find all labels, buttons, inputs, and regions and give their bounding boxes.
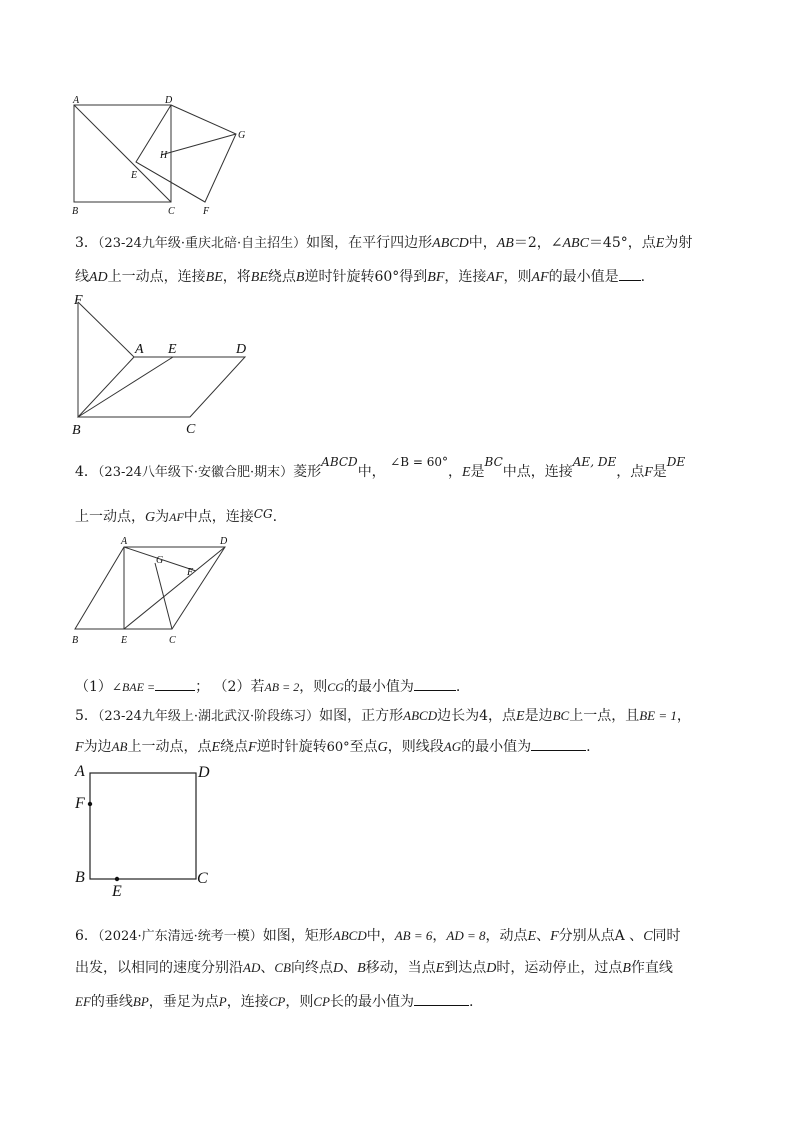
label-D: D bbox=[165, 95, 173, 106]
question-number: 3． bbox=[75, 235, 98, 251]
label-C: C bbox=[169, 635, 176, 646]
label-D: D bbox=[220, 536, 228, 547]
question-source: （2024·广东清远·统考一模） bbox=[97, 929, 263, 944]
q5-line-1: 5．（23-24九年级上·湖北武汉·阶段练习）如图，正方形ABCD边长为4，点E是边BC上一点，且BE = 1， bbox=[75, 708, 691, 724]
label-E: E bbox=[121, 635, 128, 646]
q3-line-2: 线AD上一动点，连接BE，将BE绕点B逆时针旋转60°得到BF，连接AF，则AF的最小值是 . bbox=[75, 266, 775, 288]
label-C: C bbox=[168, 206, 175, 217]
label-B: B bbox=[72, 635, 79, 646]
q6-line-2: 出发，以相同的速度分别沿AD、CB向终点D、B移动，当点E到达点D时，运动停止，过点B作直线 bbox=[75, 960, 673, 976]
label-E: E bbox=[131, 170, 138, 181]
question-source: （23-24八年级下·安徽合肥·期末） bbox=[97, 465, 294, 480]
q4-line-2: 上一动点，G为AF中点，连接CG. bbox=[75, 507, 278, 525]
label-F: F bbox=[187, 567, 194, 578]
q4-line-1: 4．（23-24八年级下·安徽合肥·期末）菱形ABCD中， ∠B = 60°，E是BC中点，连接AE, DE，点F是DE bbox=[75, 455, 686, 480]
label-C: C bbox=[186, 422, 196, 437]
q6-line-3: EF的垂线BP，垂足为点P，连接CP，则CP长的最小值为 . bbox=[75, 991, 775, 1012]
label-B: B bbox=[75, 869, 85, 886]
figure-q3 bbox=[60, 290, 270, 440]
label-A: A bbox=[121, 536, 128, 547]
label-A: A bbox=[75, 763, 85, 780]
label-A: A bbox=[73, 95, 80, 106]
question-number: 4． bbox=[75, 464, 98, 480]
answer-blank-1[interactable] bbox=[155, 676, 195, 691]
answer-blank[interactable] bbox=[531, 736, 586, 751]
q5-line-2: F为边AB上一动点，点E绕点F逆时针旋转60°至点G，则线段AG的最小值为 . bbox=[75, 736, 775, 758]
answer-blank[interactable] bbox=[414, 991, 469, 1006]
label-G: G bbox=[238, 130, 246, 141]
label-D: D bbox=[198, 764, 210, 781]
label-E: E bbox=[112, 883, 122, 900]
label-D: D bbox=[236, 342, 247, 357]
label-F: F bbox=[203, 206, 210, 217]
label-H: H bbox=[160, 150, 168, 161]
label-E: E bbox=[168, 342, 177, 357]
question-source: （23-24九年级·重庆北碚·自主招生） bbox=[97, 236, 307, 251]
label-F: F bbox=[75, 795, 85, 812]
figure-q5 bbox=[65, 760, 225, 900]
answer-blank-2[interactable] bbox=[414, 676, 456, 691]
label-B: B bbox=[72, 423, 81, 438]
label-A: A bbox=[135, 342, 144, 357]
label-B: B bbox=[72, 206, 79, 217]
q3-line-1: 3．（23-24九年级·重庆北碚·自主招生）如图，在平行四边形ABCD中，AB＝2，∠ABC＝45°，点E为射 bbox=[75, 235, 693, 251]
question-number: 6． bbox=[75, 928, 98, 944]
answer-blank[interactable] bbox=[619, 266, 641, 281]
label-F: F bbox=[74, 293, 83, 308]
q6-line-1: 6．（2024·广东清远·统考一模）如图，矩形ABCD中，AB = 6，AD = 8，动点E、F分别从点A 、C同时 bbox=[75, 928, 681, 944]
q4-subquestions: （1）∠BAE = ； （2）若AB = 2，则CG的最小值为 . bbox=[75, 676, 775, 697]
figure-q4 bbox=[60, 533, 260, 653]
label-C: C bbox=[197, 870, 208, 887]
question-number: 5． bbox=[75, 708, 98, 724]
label-G: G bbox=[156, 555, 164, 566]
figure-q2 bbox=[60, 90, 260, 220]
question-source: （23-24九年级上·湖北武汉·阶段练习） bbox=[97, 709, 320, 724]
